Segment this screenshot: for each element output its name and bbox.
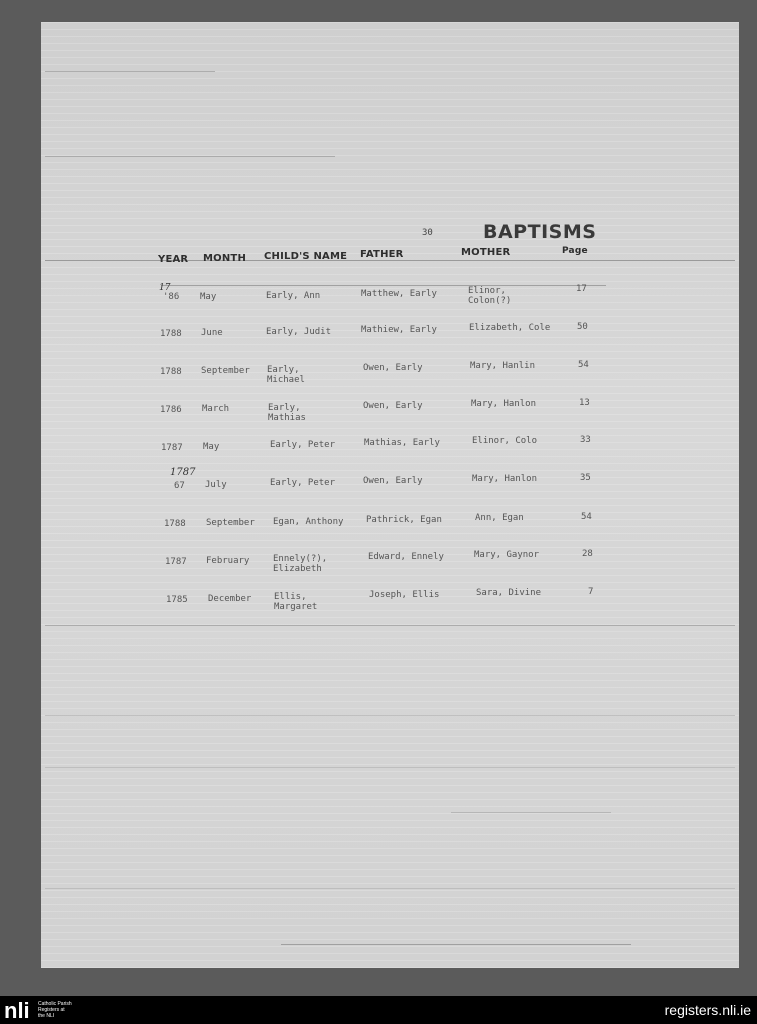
cell-page: 50: [577, 322, 588, 332]
cell-mother: Elinor, Colo: [472, 436, 538, 446]
cell-mother: Mary, Hanlon: [472, 474, 538, 484]
cell-month: September: [201, 366, 250, 376]
cell-year: 1785: [166, 595, 188, 605]
cell-mother: Sara, Divine: [476, 588, 542, 598]
site-link[interactable]: registers.nli.ie: [664, 1002, 751, 1018]
rule-line: [45, 625, 735, 626]
svg-text:nli: nli: [4, 999, 30, 1021]
cell-month: May: [203, 442, 220, 452]
cell-mother: Mary, Hanlon: [471, 399, 537, 409]
rule-line: [45, 767, 735, 768]
cell-year: 67: [174, 481, 185, 491]
cell-year: '86: [163, 292, 180, 302]
cell-month: May: [200, 292, 217, 302]
cell-year: 1788: [164, 519, 186, 529]
cell-child: Early, Michael: [267, 365, 305, 385]
cell-child: Early, Ann: [266, 291, 321, 301]
cell-page: 33: [580, 435, 591, 445]
cell-page: 17: [576, 284, 587, 294]
cell-child: Egan, Anthony: [273, 517, 344, 527]
column-header-father: FATHER: [360, 249, 404, 260]
cell-father: Owen, Early: [363, 476, 423, 486]
cell-child: Early, Peter: [270, 478, 336, 488]
footer-bar: [0, 996, 757, 1024]
cell-child: Ennely(?), Elizabeth: [273, 554, 328, 574]
cell-father: Edward, Ennely: [368, 552, 444, 562]
cell-year: 1788: [160, 367, 182, 377]
cell-month: February: [206, 556, 250, 566]
cell-year: 1787: [161, 443, 183, 453]
cell-month: December: [208, 594, 252, 604]
cell-father: Owen, Early: [363, 363, 423, 373]
rule-line: [451, 812, 611, 813]
cell-mother: Ann, Egan: [475, 513, 524, 523]
column-header-child: CHILD'S NAME: [264, 251, 348, 262]
cell-page: 7: [588, 587, 594, 597]
cell-month: June: [201, 328, 223, 338]
cell-page: 28: [582, 549, 593, 559]
rule-line: [281, 944, 631, 945]
cell-father: Joseph, Ellis: [369, 590, 440, 600]
page-number: 30: [422, 228, 433, 238]
cell-child: Early, Mathias: [268, 403, 306, 423]
column-header-page: Page: [562, 246, 588, 256]
column-header-year: YEAR: [158, 254, 189, 265]
cell-year: 1787: [165, 557, 187, 567]
page-title: BAPTISMS: [483, 221, 597, 243]
cell-father: Mathiew, Early: [361, 325, 437, 335]
cell-year: 1788: [160, 329, 182, 339]
cell-page: 13: [579, 398, 590, 408]
rule-line: [45, 156, 335, 157]
cell-page: 54: [578, 360, 589, 370]
register-page: [41, 22, 739, 968]
cell-father: Pathrick, Egan: [366, 515, 442, 525]
year-annotation: 1787: [170, 467, 196, 478]
column-header-month: MONTH: [203, 253, 247, 264]
nli-logo-icon[interactable]: [4, 999, 32, 1021]
cell-month: September: [206, 518, 255, 528]
cell-mother: Mary, Hanlin: [470, 361, 536, 371]
cell-father: Mathias, Early: [364, 438, 440, 448]
cell-mother: Mary, Gaynor: [474, 550, 540, 560]
cell-mother: Elinor, Colon(?): [468, 286, 512, 306]
cell-child: Ellis, Margaret: [274, 592, 318, 612]
cell-child: Early, Peter: [270, 440, 336, 450]
cell-page: 54: [581, 512, 592, 522]
header-underline: [161, 285, 606, 286]
cell-mother: Elizabeth, Cole: [469, 323, 551, 333]
cell-year: 1786: [160, 405, 182, 415]
rule-line: [45, 888, 735, 889]
year-annotation: 17: [159, 283, 171, 293]
cell-page: 35: [580, 473, 591, 483]
column-header-mother: MOTHER: [461, 247, 511, 258]
cell-child: Early, Judit: [266, 327, 332, 337]
rule-line: [45, 71, 215, 72]
logo-caption: Catholic Parish Registers at the NLI: [38, 1001, 72, 1019]
cell-father: Matthew, Early: [361, 289, 437, 299]
cell-month: March: [202, 404, 230, 414]
rule-line: [45, 715, 735, 716]
cell-father: Owen, Early: [363, 401, 423, 411]
cell-month: July: [205, 480, 227, 490]
header-rule: [45, 260, 735, 261]
